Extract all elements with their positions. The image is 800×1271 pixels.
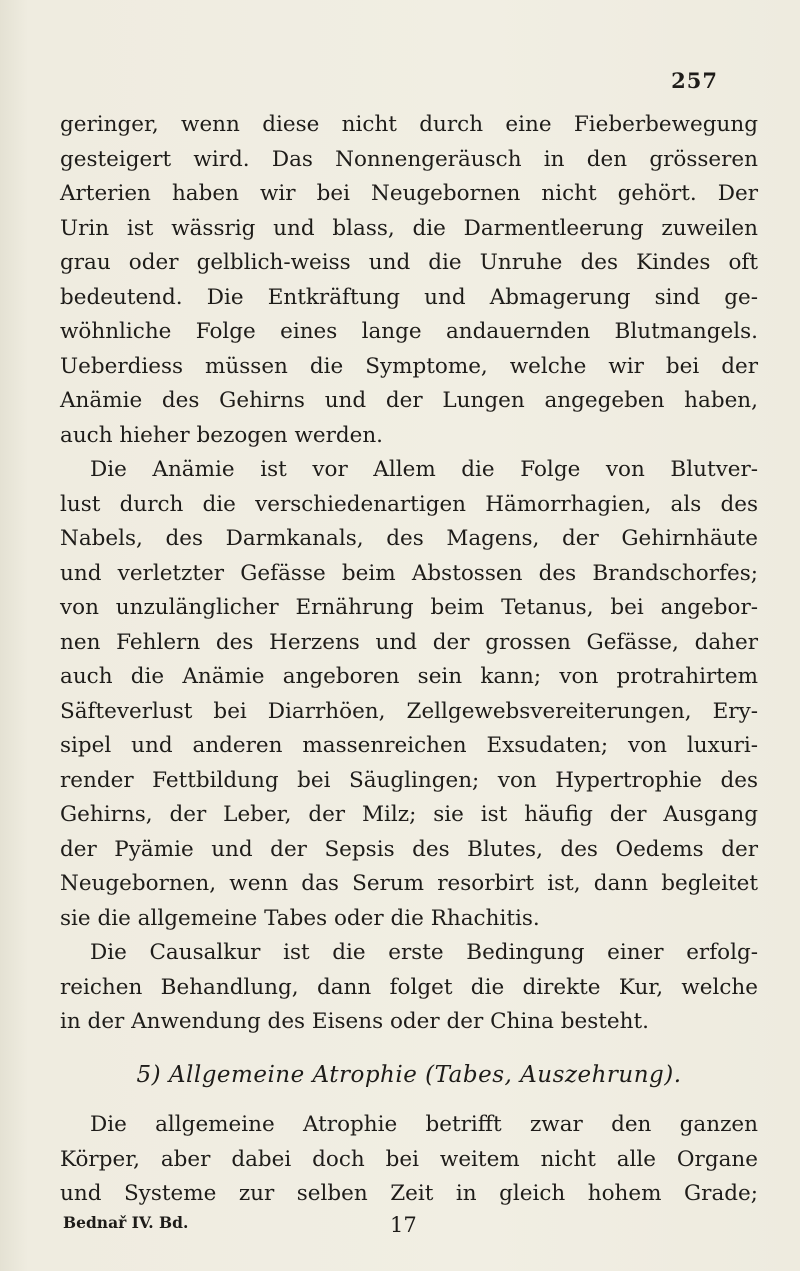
text-line: Die Anämie ist vor Allem die Folge von Blutver- — [90, 457, 758, 482]
text-line: Säfteverlust bei Diarrhöen, Zellgewebsvereiterungen, Ery- — [60, 698, 758, 724]
paragraph-2 — [60, 453, 758, 936]
text-line: Die allgemeine Atrophie betrifft zwar den ganzen — [90, 1112, 758, 1137]
text-line: der Pyämie und der Sepsis des Blutes, des Oedems der — [60, 836, 758, 862]
paragraph-3 — [60, 936, 758, 1040]
text-line: sie die allgemeine Tabes oder die Rhachitis. — [60, 905, 540, 931]
page-number: 257 — [671, 68, 718, 93]
text-line: von unzulänglicher Ernährung beim Tetanus, bei angebor- — [60, 595, 758, 620]
page-body-text — [60, 108, 758, 1212]
text-line: bedeutend. Die Entkräftung und Abmagerung sind ge- — [60, 284, 758, 310]
section-heading: 5) Allgemeine Atrophie (Tabes, Auszehrung). — [136, 1061, 682, 1088]
text-line: Körper, aber dabei doch bei weitem nicht alle Organe — [60, 1146, 758, 1172]
text-line: gesteigert wird. Das Nonnengeräusch in den grösseren — [60, 146, 758, 172]
text-line: Neugebornen, wenn das Serum resorbirt ist, dann begleitet — [60, 871, 758, 896]
text-line: Die Causalkur ist die erste Bedingung einer erfolg- — [90, 940, 758, 965]
text-line: Ueberdiess müssen die Symptome, welche wir bei der — [60, 353, 758, 379]
text-line: Urin ist wässrig und blass, die Darmentleerung zuweilen — [60, 215, 758, 241]
text-line: nen Fehlern des Herzens und der grossen Gefässe, daher — [60, 629, 758, 655]
text-line: render Fettbildung bei Säuglingen; von Hypertrophie des — [60, 767, 758, 793]
text-line: wöhnliche Folge eines lange andauernden Blutmangels. — [60, 319, 758, 344]
text-line: auch hieher bezogen werden. — [60, 422, 384, 448]
printer-signature: Bednař IV. Bd. — [63, 1213, 189, 1232]
text-line: und verletzter Gefässe beim Abstossen des Brandschorfes; — [60, 560, 758, 586]
text-line: in der Anwendung des Eisens oder der China besteht. — [60, 1009, 649, 1034]
text-line: reichen Behandlung, dann folget die direkte Kur, welche — [60, 974, 758, 1000]
text-line: auch die Anämie angeboren sein kann; von protrahirtem — [60, 664, 758, 689]
text-line: grau oder gelblich-weiss und die Unruhe des Kindes oft — [60, 250, 758, 275]
text-line: und Systeme zur selben Zeit in gleich hohem Grade; — [60, 1181, 758, 1206]
text-line: Anämie des Gehirns und der Lungen angegeben haben, — [60, 388, 758, 413]
text-line: sipel und anderen massenreichen Exsudaten; von luxuri- — [60, 733, 758, 758]
sheet-number: 17 — [390, 1213, 417, 1237]
text-line: Nabels, des Darmkanals, des Magens, der Gehirnhäute — [60, 526, 758, 551]
paragraph-4 — [60, 1108, 758, 1212]
text-line: Arterien haben wir bei Neugebornen nicht gehört. Der — [60, 181, 758, 206]
paragraph-1 — [60, 108, 758, 453]
text-line: Gehirns, der Leber, der Milz; sie ist häufig der Ausgang — [60, 802, 758, 827]
text-line: geringer, wenn diese nicht durch eine Fieberbewegung — [60, 112, 758, 137]
text-line: lust durch die verschiedenartigen Hämorrhagien, als des — [60, 491, 758, 517]
